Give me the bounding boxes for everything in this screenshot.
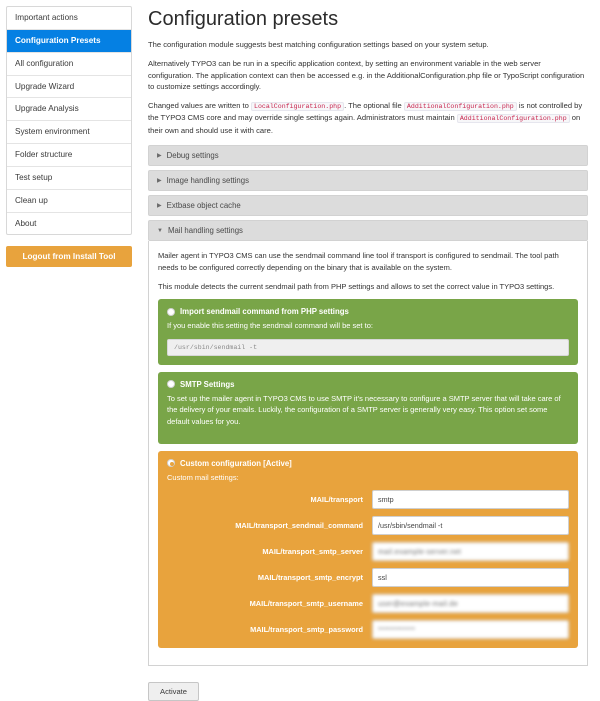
caret-right-icon: ▶ <box>157 152 162 159</box>
preset-custom-title-row <box>167 459 569 468</box>
preset-sendmail-title: Import sendmail command from PHP settings <box>180 307 349 317</box>
input-mail-transport[interactable] <box>372 490 569 509</box>
accordion-header-extbase-object-cache[interactable] <box>148 195 588 216</box>
input-mail-transport-smtp-username[interactable] <box>372 594 569 613</box>
radio-custom-icon[interactable] <box>167 459 175 467</box>
accordion-header-image-handling-settings[interactable] <box>148 170 588 191</box>
sidebar-item-configuration-presets[interactable]: Configuration Presets <box>7 30 131 53</box>
preset-sendmail-value: /usr/sbin/sendmail -t <box>167 339 569 356</box>
accordion-label-extbase-object-cache: Extbase object cache <box>166 201 241 211</box>
caret-right-icon: ▶ <box>157 202 162 209</box>
input-mail-transport-smtp-password[interactable] <box>372 620 569 639</box>
activate-button[interactable]: Activate <box>148 682 199 701</box>
paragraph3-text-3: is not controlled by the TYPO3 CMS core and may override single settings again. Administrators must maintain <box>148 101 583 123</box>
preset-custom[interactable] <box>158 451 578 649</box>
main-content <box>138 0 600 697</box>
paragraph3-text-1: Changed values are written to <box>148 101 249 111</box>
radio-smtp-icon[interactable] <box>167 380 175 388</box>
label-mail-transport-smtp-username: MAIL/transport_smtp_username <box>249 599 363 609</box>
paragraph3-text-2: . The optional file <box>344 101 402 111</box>
sidebar-item-system-environment[interactable]: System environment <box>7 121 131 144</box>
sidebar-item-important-actions[interactable]: Important actions <box>7 7 131 30</box>
label-mail-transport-smtp-server: MAIL/transport_smtp_server <box>262 547 363 557</box>
paragraph3-text-4: on their own and should use it with care. <box>148 113 581 135</box>
preset-smtp-title: SMTP Settings <box>180 379 235 389</box>
preset-custom-title: Custom configuration [Active] <box>180 458 292 468</box>
form-row-smtp-server <box>167 542 569 561</box>
preset-smtp-title-row <box>167 380 569 389</box>
accordion-label-image-handling-settings: Image handling settings <box>166 176 249 186</box>
radio-sendmail-icon[interactable] <box>167 308 175 316</box>
caret-right-icon: ▶ <box>157 177 162 184</box>
sidebar-item-upgrade-analysis[interactable]: Upgrade Analysis <box>7 98 131 121</box>
sidebar-item-folder-structure[interactable]: Folder structure <box>7 144 131 167</box>
form-row-smtp-username <box>167 594 569 613</box>
code-additionalconfiguration-1: AdditionalConfiguration.php <box>404 102 517 111</box>
sidebar <box>0 0 138 577</box>
label-mail-transport-smtp-password: MAIL/transport_smtp_password <box>250 625 363 635</box>
sidebar-item-all-configuration[interactable]: All configuration <box>7 53 131 76</box>
accordion <box>148 145 588 666</box>
code-localconfiguration: LocalConfiguration.php <box>251 102 344 111</box>
intro-paragraph-3 <box>148 100 588 136</box>
label-mail-transport: MAIL/transport <box>310 495 363 505</box>
accordion-header-debug-settings[interactable] <box>148 145 588 166</box>
sidebar-item-upgrade-wizard[interactable]: Upgrade Wizard <box>7 76 131 99</box>
page-title: Configuration presets <box>148 8 339 30</box>
preset-smtp[interactable] <box>158 372 578 444</box>
form-row-smtp-encrypt <box>167 568 569 587</box>
preset-smtp-description: To set up the mailer agent in TYPO3 CMS to use SMTP it's necessary to configure a SMTP server that will take care of the delivery of your emails. Luckily, the configuration of a SMTP server is generally very easy. This option set some default values for you. <box>167 393 561 427</box>
sidebar-item-about[interactable]: About <box>15 218 37 228</box>
input-mail-transport-smtp-server[interactable] <box>372 542 569 561</box>
preset-sendmail-title-row <box>167 307 569 316</box>
label-mail-transport-sendmail-command: MAIL/transport_sendmail_command <box>235 521 363 531</box>
mail-intro-paragraph-2: This module detects the current sendmail path from PHP settings and allows to set the correct value in TYPO3 settings. <box>158 281 555 291</box>
input-mail-transport-sendmail-command[interactable] <box>372 516 569 535</box>
form-row-transport <box>167 490 569 509</box>
input-mail-transport-smtp-encrypt[interactable] <box>372 568 569 587</box>
logout-button[interactable]: Logout from Install Tool <box>6 246 132 267</box>
caret-down-icon: ▼ <box>157 227 163 234</box>
accordion-panel-mail-handling-settings <box>148 241 588 666</box>
form-row-smtp-password <box>167 620 569 639</box>
code-additionalconfiguration-2: AdditionalConfiguration.php <box>457 114 570 123</box>
accordion-label-mail-handling-settings: Mail handling settings <box>167 226 243 236</box>
preset-sendmail-description: If you enable this setting the sendmail command will be set to: <box>167 321 373 331</box>
accordion-header-mail-handling-settings[interactable] <box>148 220 588 241</box>
preset-sendmail[interactable] <box>158 299 578 365</box>
mail-intro-paragraph-1: Mailer agent in TYPO3 CMS can use the sendmail command line tool if transport is configured to sendmail. The tool path needs to be configured correctly depending on the binary that is available on the system. <box>158 251 559 272</box>
preset-custom-subtitle: Custom mail settings: <box>167 472 239 482</box>
intro-paragraph-1: The configuration module suggests best matching configuration settings based on your system setup. <box>148 40 489 49</box>
intro-paragraph-2: Alternatively TYPO3 can be run in a specific application context, by setting an environment variable in the web server configuration. The application context can then be accessed e.g. in the AdditionalConfiguration.php file or TypoScript configuration to customize settings accordingly. <box>148 58 585 92</box>
sidebar-nav <box>6 6 132 235</box>
sidebar-item-clean-up[interactable]: Clean up <box>7 190 131 213</box>
sidebar-item-test-setup[interactable]: Test setup <box>7 167 131 190</box>
label-mail-transport-smtp-encrypt: MAIL/transport_smtp_encrypt <box>257 573 363 583</box>
form-row-sendmail-command <box>167 516 569 535</box>
accordion-label-debug-settings: Debug settings <box>166 151 219 161</box>
